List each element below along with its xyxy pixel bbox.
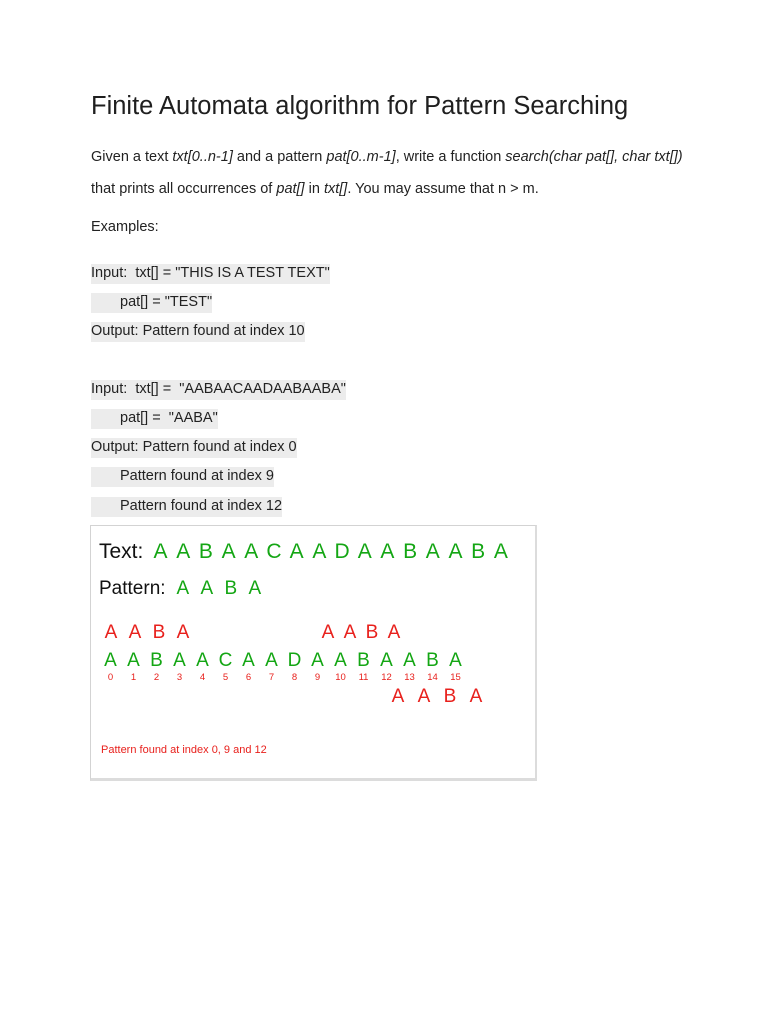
figure-pattern-label: Pattern: <box>99 578 166 599</box>
pattern-char-2: B <box>224 578 238 599</box>
match-top-1-char-3: A <box>176 622 190 643</box>
index-label-5: 5 <box>222 672 229 683</box>
figure-text-chars <box>149 540 512 563</box>
sequence-char-3: A <box>173 650 186 671</box>
sequence-char-6: A <box>242 650 255 671</box>
intro-txt-range: txt[0..n-1] <box>172 149 233 165</box>
index-label-12: 12 <box>381 672 392 683</box>
pattern-char-1: A <box>200 578 214 599</box>
intro-pat-range: pat[0..m-1] <box>326 149 396 165</box>
text-char-7: A <box>312 540 327 563</box>
sequence-char-1: A <box>127 650 140 671</box>
page-title: Finite Automata algorithm for Pattern Searching <box>91 92 629 120</box>
sequence-char-10: A <box>334 650 347 671</box>
text-char-0: A <box>153 540 168 563</box>
figure-indices <box>99 672 467 683</box>
intro-text-6: . You may assume that n > m. <box>347 181 539 197</box>
sequence-char-14: B <box>426 650 439 671</box>
intro-paragraph <box>91 141 691 205</box>
text-char-14: B <box>471 540 486 563</box>
sequence-char-15: A <box>449 650 462 671</box>
text-char-13: A <box>448 540 463 563</box>
figure-pattern-row <box>99 578 267 600</box>
index-label-0: 0 <box>107 672 114 683</box>
text-char-2: B <box>198 540 213 563</box>
match-bottom-char-3: A <box>469 686 483 707</box>
text-char-5: C <box>266 540 282 563</box>
text-char-1: A <box>176 540 191 563</box>
examples-label: Examples: <box>91 219 159 235</box>
index-label-7: 7 <box>268 672 275 683</box>
text-char-10: A <box>380 540 395 563</box>
text-char-4: A <box>244 540 259 563</box>
match-top-1-char-1: A <box>128 622 142 643</box>
text-char-3: A <box>221 540 236 563</box>
index-label-9: 9 <box>314 672 321 683</box>
intro-txt: txt[] <box>323 181 348 197</box>
sequence-char-2: B <box>150 650 163 671</box>
index-label-1: 1 <box>130 672 137 683</box>
pattern-char-3: A <box>248 578 262 599</box>
match-bottom-char-2: B <box>443 686 457 707</box>
text-char-15: A <box>493 540 508 563</box>
sequence-char-12: A <box>380 650 393 671</box>
text-char-9: A <box>357 540 372 563</box>
index-label-3: 3 <box>176 672 183 683</box>
index-label-15: 15 <box>450 672 461 683</box>
sequence-char-13: A <box>403 650 416 671</box>
sequence-char-7: A <box>265 650 278 671</box>
sequence-char-8: D <box>287 650 302 671</box>
example2-output-3: Pattern found at index 12 <box>91 497 282 517</box>
pattern-search-figure <box>90 525 537 781</box>
figure-found-text: Pattern found at index 0, 9 and 12 <box>101 744 267 756</box>
example2-output-2: Pattern found at index 9 <box>91 467 274 487</box>
match-top-1-char-2: B <box>152 622 166 643</box>
sequence-char-5: C <box>218 650 233 671</box>
intro-text-3: , write a function <box>395 149 506 165</box>
index-label-4: 4 <box>199 672 206 683</box>
index-label-2: 2 <box>153 672 160 683</box>
intro-text-5: in <box>304 181 324 197</box>
text-char-12: A <box>425 540 440 563</box>
text-char-8: D <box>334 540 350 563</box>
index-label-11: 11 <box>358 672 369 683</box>
index-label-6: 6 <box>245 672 252 683</box>
intro-pat: pat[] <box>276 181 305 197</box>
index-label-10: 10 <box>335 672 346 683</box>
sequence-char-11: B <box>357 650 370 671</box>
match-top-2-char-0: A <box>321 622 335 643</box>
text-char-6: A <box>289 540 304 563</box>
sequence-char-0: A <box>104 650 117 671</box>
example1-output: Output: Pattern found at index 10 <box>91 322 305 342</box>
intro-text-1: Given a text <box>91 149 173 165</box>
example2-output: Output: Pattern found at index 0 <box>91 438 297 458</box>
example1-input: Input: txt[] = "THIS IS A TEST TEXT" <box>91 264 330 284</box>
match-bottom-char-1: A <box>417 686 431 707</box>
example1-pattern: pat[] = "TEST" <box>91 293 212 313</box>
match-bottom-char-0: A <box>391 686 405 707</box>
index-label-14: 14 <box>427 672 438 683</box>
match-top-2-char-1: A <box>343 622 357 643</box>
text-char-11: B <box>403 540 418 563</box>
intro-text-4: that prints all occurrences of <box>91 181 277 197</box>
figure-match-top-2 <box>317 622 405 644</box>
sequence-char-9: A <box>311 650 324 671</box>
intro-text-2: and a pattern <box>232 149 327 165</box>
figure-text-row <box>99 540 512 564</box>
intro-function: search(char pat[], char txt[]) <box>505 149 683 165</box>
match-top-1-char-0: A <box>104 622 118 643</box>
sequence-char-4: A <box>196 650 209 671</box>
pattern-char-0: A <box>176 578 190 599</box>
figure-match-bottom <box>385 686 489 708</box>
figure-match-top-1 <box>99 622 195 644</box>
figure-pattern-chars <box>171 578 267 599</box>
figure-sequence <box>99 650 467 672</box>
example2-input: Input: txt[] = "AABAACAADAABAABA" <box>91 380 346 400</box>
match-top-2-char-2: B <box>365 622 379 643</box>
match-top-2-char-3: A <box>387 622 401 643</box>
example2-pattern: pat[] = "AABA" <box>91 409 218 429</box>
figure-text-label: Text: <box>99 540 144 563</box>
index-label-8: 8 <box>291 672 298 683</box>
index-label-13: 13 <box>404 672 415 683</box>
